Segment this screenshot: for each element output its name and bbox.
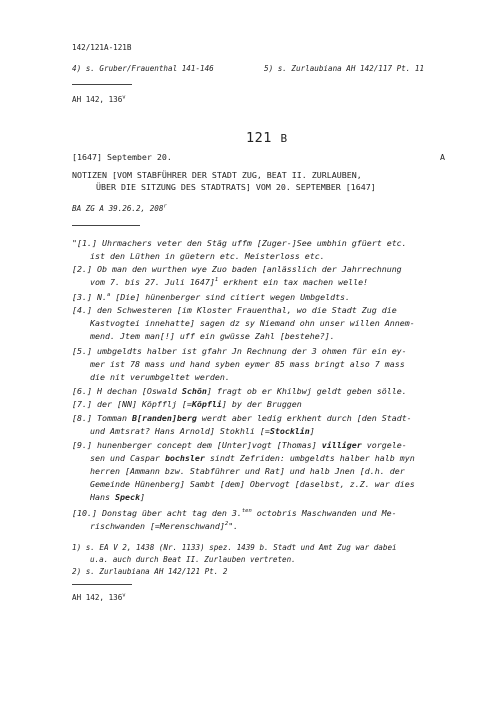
entry-source: BA ZG A 39.26.2, 208$^r$: [72, 203, 167, 213]
item-4-line1: [4.] den Schwesteren [im Kloster Frauenthal, wo die Stadt Zug die: [72, 305, 397, 315]
footnote-4: 4) s. Gruber/Frauenthal 141-146: [72, 64, 214, 73]
item-4-line3: mend. Jtem man[!] uff ein gwüsse Zahl [bestehe?].: [90, 331, 335, 341]
name-villiger: villiger: [321, 440, 362, 450]
item-2-line2: vom 7. bis 27. Juli 1647]$^1$ erkhent ein tax machen welle!: [90, 277, 369, 287]
name-brandenberg: B[randen]berg: [131, 413, 197, 423]
item-10-line1: [10.] Donstag über acht tag den 3.$^{ten}$ octobris Maschwanden und Me-: [72, 508, 397, 518]
item-7: [7.] der [NN] Köpfflj [=Köpfli] by der Bruggen: [72, 399, 302, 409]
item-5-line3: die nit verumbgeltet werden.: [90, 372, 230, 382]
item-9-line4: Gemeinde Hünenberg] Sambt [dem] Obervogt [daselbst, z.Z. war dies: [90, 479, 415, 489]
document-page: [72, 0, 452, 713]
divider-top: [72, 84, 132, 85]
doc-code: 142/121A-121B: [72, 43, 132, 52]
ref-top: AH 142, 136$^v$: [72, 94, 126, 104]
item-10-line2: rischwanden [=Merenschwand]$^2$".: [90, 521, 239, 531]
divider-bottom: [72, 584, 132, 585]
item-9-line3: herren [Ammann bzw. Stabführer und Rat] und halb Jnen [d.h. der: [90, 466, 405, 476]
name-koepfli: Köpfli: [191, 399, 222, 409]
entry-title-line2: ÜBER DIE SITZUNG DES STADTRATS] VOM 20. SEPTEMBER [1647]: [96, 182, 376, 192]
name-speck: Speck: [114, 492, 140, 502]
item-8-line1: [8.] Tomman B[randen]berg werdt aber ledig erkhent durch [den Stadt-: [72, 413, 412, 423]
item-1-line1: "[1.] Uhrmachers veter den Stäg uffm [Zuger-]See umbhin gfüert etc.: [72, 238, 407, 248]
item-2-line1: [2.] Ob man den wurthen wye Zuo baden [anlässlich der Jahrrechnung: [72, 264, 402, 274]
item-9-line2: sen und Caspar bochsler sindt Zefriden: umbgeldts halber halb myn: [90, 453, 415, 463]
name-stocklin: Stocklin: [269, 426, 310, 436]
item-6: [6.] H dechan [Oswald Schön] fragt ob er Khilbwj geldt geben sölle.: [72, 386, 407, 396]
footnote-1-line2: u.a. auch durch Beat II. Zurlauben vertreten.: [90, 555, 296, 564]
entry-date-letter: A: [440, 152, 445, 162]
entry-title-line1: NOTIZEN [VOM STABFÜHRER DER STADT ZUG, BEAT II. ZURLAUBEN,: [72, 170, 362, 180]
item-3: [3.] N.$^a$ [Die] hünenberger sind citiert wegen Umbgeldts.: [72, 292, 351, 302]
footnote-5: 5) s. Zurlaubiana AH 142/117 Pt. 11: [264, 64, 425, 73]
entry-number: 121 B: [246, 130, 288, 146]
ref-bottom: AH 142, 136$^v$: [72, 592, 126, 602]
entry-date: [1647] September 20.: [72, 152, 172, 162]
item-9-line5: Hans Speck]: [90, 492, 145, 502]
item-8-line2: und Amtsrat? Hans Arnold] Stokhli [=Stocklin]: [90, 426, 315, 436]
item-9-line1: [9.] hunenberger concept dem [Unter]vogt [Thomas] villiger vorgele-: [72, 440, 407, 450]
name-schoen: Schön: [181, 386, 207, 396]
name-bochsler: bochsler: [164, 453, 205, 463]
divider-source: [72, 225, 140, 226]
item-5-line1: [5.] umbgeldts halber ist gfahr Jn Rechnung der 3 ohmen für ein ey-: [72, 346, 407, 356]
item-1-line2: ist den Lüthen in güetern etc. Meisterloss etc.: [90, 251, 325, 261]
footnote-2: 2) s. Zurlaubiana AH 142/121 Pt. 2: [72, 567, 228, 576]
footnote-1-line1: 1) s. EA V 2, 1438 (Nr. 1133) spez. 1439 b. Stadt und Amt Zug war dabei: [72, 543, 397, 552]
item-5-line2: mer ist 78 mass und hand syben eymer 85 mass bringt also 7 mass: [90, 359, 405, 369]
item-4-line2: Kastvogtei innehatte] sagen dz sy Niemand ohn unser willen Annem-: [90, 318, 415, 328]
